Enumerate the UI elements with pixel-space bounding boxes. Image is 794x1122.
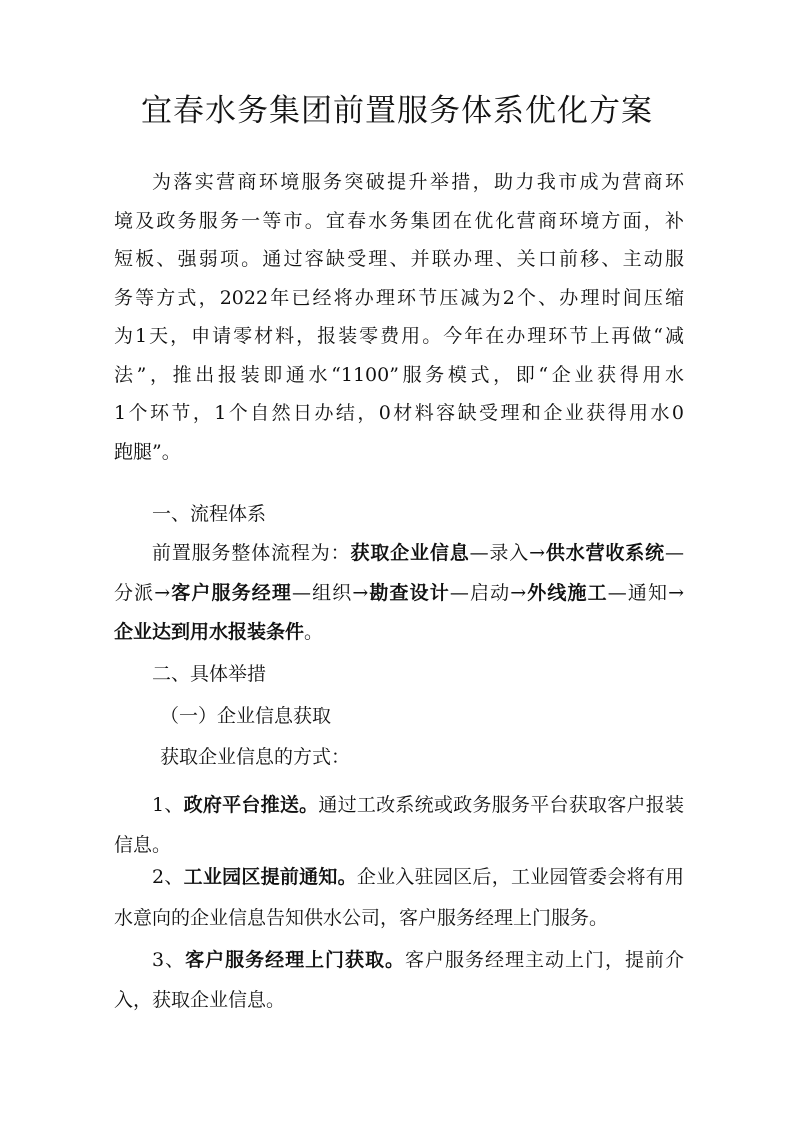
intro-line-5: 为1天，申请零材料，报装零费用。今年在办理环节上再做“减 [114,325,684,347]
method-title: 工业园区提前通知。 [183,866,357,888]
section-heading-measures: 二、具体举措 [152,663,267,685]
intro-line-4: 务等方式，2022年已经将办理环节压减为2个、办理时间压缩 [114,287,684,309]
flow-line-1 [152,540,684,566]
method-text: 客户服务经理主动上门，提前介 [405,949,684,971]
intro-line-6: 法”，推出报装即通水“1100”服务模式，即“企业获得用水 [114,364,684,386]
method-2-line-1 [152,864,684,890]
intro-line-7: 1个环节，1个自然日办结，0材料容缺受理和企业获得用水0 [114,402,684,424]
flow-end: 。 [304,621,324,643]
intro-line-8: 跑腿”。 [114,441,181,463]
flow-step-get-info: 获取企业信息 [350,542,470,564]
method-1-line-2: 信息。 [114,834,172,856]
flow-connector: — [664,542,684,564]
document-title: 宜春水务集团前置服务体系优化方案 [141,93,653,129]
method-title: 政府平台推送。 [183,794,319,816]
flow-connector: —启动→ [449,582,527,604]
flow-line-3 [114,619,684,645]
flow-line-2 [114,580,684,606]
method-text: 通过工改系统或政务服务平台获取客户报装 [318,794,684,816]
method-number: 1、 [152,794,184,816]
method-3-line-1 [152,947,684,973]
flow-step-survey-design: 勘查设计 [368,582,450,604]
method-2-line-2: 水意向的企业信息告知供水公司，客户服务经理上门服务。 [114,907,609,929]
method-number: 2、 [152,866,184,888]
flow-step-billing-system: 供水营收系统 [545,542,665,564]
methods-lead: 获取企业信息的方式： [160,746,351,768]
method-3-line-2: 入，获取企业信息。 [114,989,286,1011]
method-title: 客户服务经理上门获取。 [185,949,406,971]
intro-line-3: 短板、强弱项。通过容缺受理、并联办理、关口前移、主动服 [114,248,684,270]
intro-line-2: 境及政务服务一等市。宜春水务集团在优化营商环境方面，补 [114,210,684,232]
flow-step-account-manager: 客户服务经理 [170,582,292,604]
flow-connector: —组织→ [291,582,369,604]
flow-connector: —通知→ [607,582,685,604]
method-text: 企业入驻园区后，工业园管委会将有用 [356,866,684,888]
flow-connector: —录入→ [469,542,546,564]
method-number: 3、 [152,949,186,971]
flow-step-external-construction: 外线施工 [526,582,608,604]
flow-step-ready: 企业达到用水报装条件 [114,621,305,643]
method-1-line-1 [152,792,684,818]
flow-connector: 分派→ [114,582,171,604]
subsection-heading-info: （一）企业信息获取 [160,705,332,727]
intro-line-1: 为落实营商环境服务突破提升举措，助力我市成为营商环 [152,171,684,193]
flow-prefix: 前置服务整体流程为： [152,542,351,564]
section-heading-process: 一、流程体系 [152,503,267,525]
